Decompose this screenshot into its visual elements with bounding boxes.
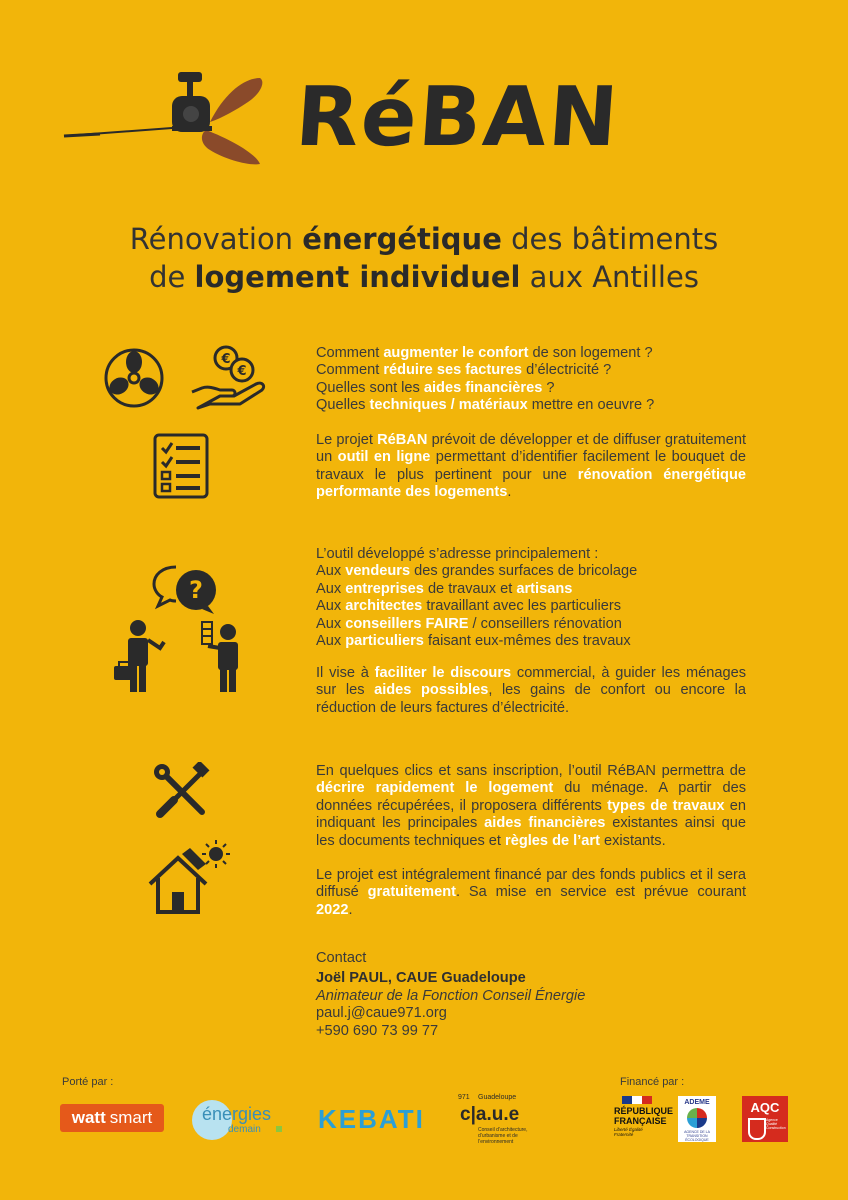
energies-demain-logo: énergies demain [188,1096,296,1140]
kebati-logo: KEBATI [318,1104,425,1134]
aqc-logo: AQC Agence Qualité Construction [742,1096,788,1142]
funding-paragraph: Le projet est intégralement financé par des fonds publics et il sera diffusé gratuitement. Sa mise en service est prévue courant 2022. [316,867,746,918]
ceiling-fan-icon [60,70,270,170]
svg-text:€: € [221,352,231,367]
worker-with-toolbox-icon [112,618,170,694]
fan-icon [102,346,166,410]
carried-by-label: Porté par : [62,1076,114,1088]
tool-paragraph: En quelques clics et sans inscription, l’outil RéBAN permettra de décrire rapidement le logement du ménage. A partir des données récupérées, il proposera différents types de travaux en indiquant les principales aides financières existantes ainsi que les documents techniques et règles de l’art existants. [316,763,746,849]
money-hand-icon [188,344,268,410]
salesman-icon [198,618,246,694]
app-logo-title: RéBAN [292,70,623,165]
solar-house-icon [146,838,238,916]
contact-label: Contact [316,950,367,966]
question-item: Comment réduire ses factures d’électricité ? [316,362,612,379]
svg-text:?: ? [189,576,203,604]
page-subtitle: Rénovation énergétique des bâtiments de logement individuel aux Antilles [129,222,719,294]
audience-item: Aux conseillers FAIRE / conseillers rénovation [316,615,622,632]
contact-role: Animateur de la Fonction Conseil Énergie [316,987,586,1004]
contact-email[interactable]: paul.j@caue971.org [316,1005,447,1022]
contact-block [316,950,746,1040]
question-item: Quelles sont les aides financières ? [316,379,555,396]
ademe-logo: ADEME AGENCE DE LA TRANSITION ÉCOLOGIQUE [678,1096,716,1142]
audience-item: Aux architectes travaillant avec les particuliers [316,598,621,615]
audience-item: Aux entreprises de travaux et artisans [316,580,573,597]
contact-phone: +590 690 73 99 77 [316,1022,439,1039]
question-bubble-icon [150,564,218,616]
audience-list [316,546,746,650]
question-item: Quelles techniques / matériaux mettre en oeuvre ? [316,397,655,414]
svg-text:€: € [237,364,247,379]
aim-paragraph: Il vise à faciliter le discours commercial, à guider les ménages sur les aides possibles, les gains de confort ou encore la réduction de leurs factures d’électricité. [316,665,746,716]
questions-list [316,345,746,415]
caue-logo: 971 Guadeloupe c|a.u.e Conseil d’architecture, d’urbanisme et de l’environnement [458,1094,528,1145]
question-item: Comment augmenter le confort de son logement ? [316,345,653,361]
republique-francaise-logo: RÉPUBLIQUE FRANÇAISE Liberté Égalité Fraternité [614,1096,670,1144]
wattsmart-logo: watt smart [60,1104,164,1132]
project-description: Le projet RéBAN prévoit de développer et de diffuser gratuitement un outil en ligne permettant d’identifier facilement le bouquet de travaux le plus pertinent pour une rénovation énergétique performante des logements. [316,432,747,501]
audience-item: Aux vendeurs des grandes surfaces de bricolage [316,563,638,580]
audience-item: Aux particuliers faisant eux-mêmes des travaux [316,633,631,650]
contact-name: Joël PAUL, CAUE Guadeloupe [316,970,526,987]
audience-intro: L’outil développé s’adresse principalement : [316,546,599,562]
funded-by-label: Financé par : [620,1076,685,1088]
tools-icon [152,762,212,822]
checklist-icon [152,432,210,500]
